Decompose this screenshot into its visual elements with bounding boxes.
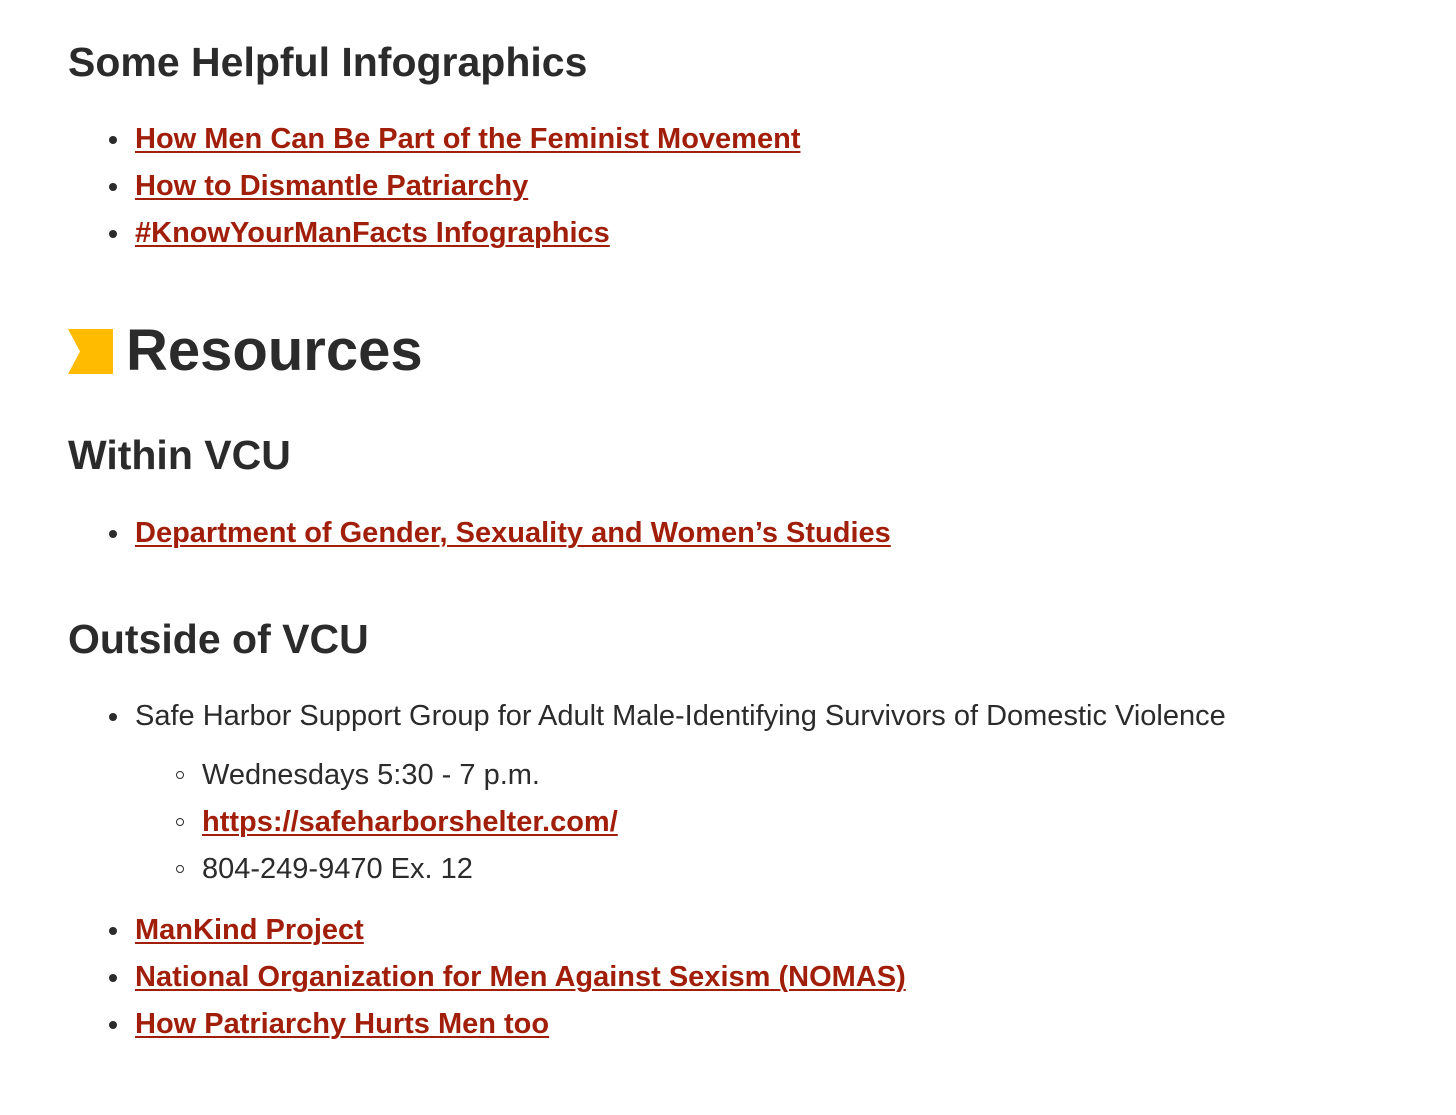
safe-harbor-details bbox=[135, 752, 1226, 893]
within-vcu-list bbox=[68, 510, 891, 557]
link-gender-studies-department[interactable]: Department of Gender, Sexuality and Women’s Studies bbox=[135, 517, 891, 549]
link-dismantle-patriarchy[interactable]: How to Dismantle Patriarchy bbox=[135, 170, 529, 202]
list-item-safe-harbor bbox=[68, 693, 1226, 893]
list-item bbox=[68, 954, 1226, 1001]
outside-vcu-heading: Outside of VCU bbox=[68, 616, 369, 662]
link-mankind-project[interactable]: ManKind Project bbox=[135, 914, 364, 946]
link-safe-harbor-url[interactable]: https://safeharborshelter.com/ bbox=[202, 806, 618, 838]
resources-heading bbox=[68, 318, 423, 383]
list-item bbox=[68, 116, 800, 163]
infographics-heading: Some Helpful Infographics bbox=[68, 39, 588, 85]
link-knowyourmanfacts[interactable]: #KnowYourManFacts Infographics bbox=[135, 217, 610, 249]
list-item bbox=[68, 907, 1226, 954]
safe-harbor-phone: 804-249-9470 Ex. 12 bbox=[135, 846, 1226, 893]
link-nomas[interactable]: National Organization for Men Against Sexism (NOMAS) bbox=[135, 961, 906, 993]
flag-ribbon-icon bbox=[68, 329, 113, 374]
list-item bbox=[135, 799, 1226, 846]
list-item bbox=[68, 1001, 1226, 1048]
safe-harbor-schedule: Wednesdays 5:30 - 7 p.m. bbox=[135, 752, 1226, 799]
outside-vcu-list bbox=[68, 693, 1226, 1048]
list-item bbox=[68, 210, 800, 257]
list-item bbox=[68, 163, 800, 210]
within-vcu-heading: Within VCU bbox=[68, 432, 291, 478]
list-item bbox=[68, 510, 891, 557]
infographics-list bbox=[68, 116, 800, 257]
link-patriarchy-hurts-men[interactable]: How Patriarchy Hurts Men too bbox=[135, 1008, 550, 1040]
link-men-feminist-movement[interactable]: How Men Can Be Part of the Feminist Movement bbox=[135, 123, 801, 155]
safe-harbor-title: Safe Harbor Support Group for Adult Male-Identifying Survivors of Domestic Violence bbox=[135, 700, 1226, 732]
resources-heading-text: Resources bbox=[126, 318, 423, 383]
